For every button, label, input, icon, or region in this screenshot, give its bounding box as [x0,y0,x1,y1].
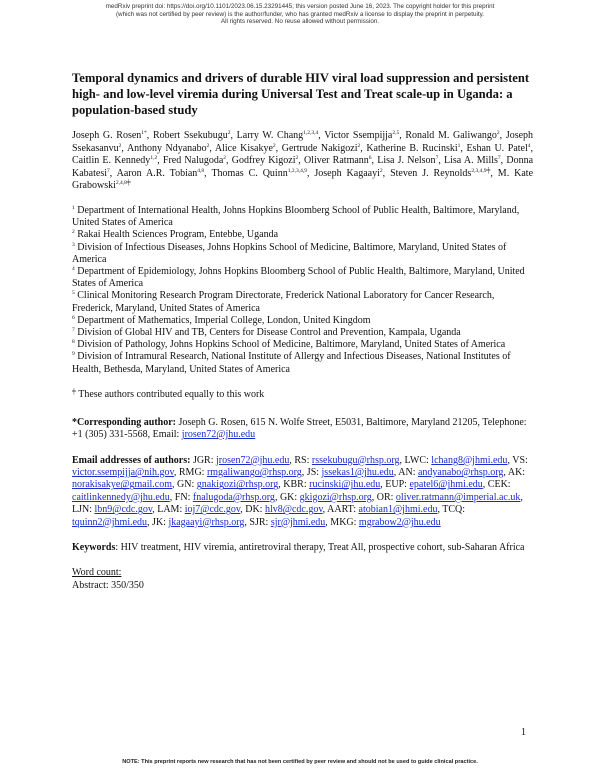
author [232,155,298,166]
author-name: Joseph Ssekasanvu [72,130,534,154]
email-author-initials: TCQ: [442,504,466,516]
author-name: Eshan U. Patel [466,142,528,154]
author-email-link[interactable]: jkagaayi@rhsp.org [168,516,245,528]
author [377,155,438,166]
email-author-initials: AN: [398,467,416,479]
author [405,130,499,141]
header-line-2: (which was not certified by peer review) is the author/funder, who has granted medRxiv a license to display the preprint in perpetuity. [115,10,485,18]
equal-contribution-text: These authors contributed equally to this work [78,388,265,400]
affiliation-text: Department of Epidemiology, Johns Hopkins Bloomberg School of Public Health, Baltimore, Maryland, United States of America [72,265,525,290]
word-count-label: Word count: [72,567,122,579]
author-affiliation-marker: 2 [379,167,383,174]
affiliation-text: Department of Mathematics, Imperial College, London, United Kingdom [77,314,371,326]
author-email-link[interactable]: rssekubugu@rhsp.org [311,454,400,466]
affiliation-number: 7 [72,327,75,333]
author-name: Larry W. Chang [236,130,304,141]
author-email-link[interactable]: mgrabow2@jhu.edu [358,516,441,528]
equal-contribution-note [72,389,533,401]
author [324,130,399,141]
corresponding-author [72,417,533,442]
email-author-initials: GK: [279,491,298,503]
affiliation [72,339,533,351]
word-count-abstract: Abstract: 350/350 [72,579,144,591]
author [304,155,372,166]
author-list: Joseph G. Rosen$^{1*}$, Robert Ssekubugu$^2$, Larry W. Chang$^{1,2,3,4}$, Victor Ssempijja$^{2,5}$, Ronald M. Galiwango$^2$, Joseph Ssekasanvu$^2$, Anthony Ndyanabo$^2$, Alice Kisakye$^2$, Gertrude Nakigozi$^2$, Katherine B. Rucinski$^1$, Eshan U. Patel$^4$, Caitlin E. Kennedy$^{1,2}$, Fred Nalugoda$^2$, Godfrey Kigozi$^2$, Oliver Ratmann$^6$, Lisa J. Nelson$^7$, Lisa A. Mills$^7$, Donna Kabatesi$^7$, Aaron A.R. Tobian$^{4,8}$, Thomas C. Quinn$^{1,2,3,4,9}$, Joseph Kagaayi$^2$, Steven J. Reynolds$^{2,3,4,9╪}$, M. Kate Grabowski$^{2,4,8╪}$ [72,130,534,192]
author-email-link[interactable]: epatel6@jhmi.edu [409,479,483,491]
paper-front-matter [72,70,533,592]
author-email-link[interactable]: norakisakye@gmail.com [72,479,173,491]
affiliation [72,229,533,241]
author-email-list: JGR: jrosen72@jhu.edu, RS: rssekubugu@rhsp.org, LWC: lchang8@jhmi.edu, VS: victor.ssempijja@nih.gov, RMG: rmgaliwango@rhsp.org, JS: jssekas1@jhu.edu, AN: andyanabo@rhsp.org, AK: norakisakye@gmail.com, GN: gnakigozi@rhsp.org, KBR: rucinski@jhu.edu, EUP: epatel6@jhmi.edu, CEK: caitlinkennedy@jhu.edu, FN: fnalugoda@rhsp.org, GK: gkigozi@rhsp.org, OR: oliver.ratmann@imperial.ac.uk, LJN: lbn9@cdc.gov, LAM: ioj7@cdc.gov, DK: hlv8@cdc.gov, AART: atobian1@jhmi.edu, TCQ: tquinn2@jhmi.edu, JK: jkagaayi@rhsp.org, SJR: sjr@jhmi.edu, MKG: mgrabow2@jhu.edu [72,454,528,528]
email-author-initials: JS: [306,467,320,479]
author-name: Robert Ssekubugu [152,130,228,141]
affiliation-text: Rakai Health Sciences Program, Entebbe, Uganda [77,229,279,241]
author-email-link[interactable]: lchang8@jhmi.edu [431,454,508,466]
author-email-link[interactable]: andyanabo@rhsp.org [417,467,504,479]
author-email-link[interactable]: victor.ssempijja@nih.gov [72,467,174,479]
affiliation-number: 6 [72,314,75,321]
author [366,143,460,154]
author [390,168,490,179]
author-affiliation-marker: 2 [227,130,231,136]
preprint-header [0,3,600,26]
affiliation [72,205,533,229]
email-author-initials: VS: [512,454,528,466]
author-affiliation-marker: 1,2,3,4 [303,130,319,136]
email-author-initials: MKG: [330,516,357,528]
author [72,130,147,141]
author-name: Joseph G. Rosen [72,130,142,141]
keywords: Keywords: HIV treatment, HIV viremia, antiretroviral therapy, Treat All, prospective cohort, sub-Saharan Africa [72,542,525,554]
author-affiliation-marker: 2 [295,155,299,162]
affiliation-text: Division of Global HIV and TB, Centers for Disease Control and Prevention, Kampala, Uganda [77,327,461,338]
header-line-1: medRxiv preprint doi: https://doi.org/10.1101/2023.06.15.23291445; this version posted June 16, 2023. The copyright holder for this preprint [105,3,495,10]
affiliation-number: 9 [72,351,75,358]
author-email-link[interactable]: rucinski@jhu.edu [309,479,381,491]
affiliation-number: 3 [72,241,75,248]
author-affiliation-marker: 7 [107,167,110,174]
author-affiliation-marker: 4 [527,142,531,149]
author [314,168,382,179]
email-author-initials: RS: [294,454,310,466]
author-affiliation-marker: 7 [497,155,501,162]
author-name: Donna Kabatesi [72,155,534,179]
author-email-link[interactable]: caitlinkennedy@jhu.edu [72,491,170,503]
author-name: Katherine B. Rucinski [366,142,458,154]
affiliation [72,290,533,314]
author-affiliation-marker: 1* [141,130,147,136]
email-author-initials: SJR: [249,516,269,528]
author [215,143,276,154]
affiliation-list [72,205,533,376]
author-email-link[interactable]: hlv8@cdc.gov [264,504,323,516]
author-affiliation-marker: 2 [357,142,361,149]
author-name: Thomas C. Quinn [211,167,288,179]
author-affiliation-marker: 1 [457,142,461,149]
author [153,130,231,141]
author-name: Caitlin E. Kennedy [72,155,151,167]
affiliation [72,351,533,375]
author-name: Gertrude Nakigozi [281,142,358,154]
affiliation [72,315,533,327]
author-name: Lisa A. Mills [444,155,498,167]
author-affiliation-marker: 2 [118,142,122,149]
author-affiliation-marker: 2 [496,130,500,136]
author-name: Fred Nalugoda [162,155,224,167]
email-author-initials: FN: [174,491,191,503]
author-email-link[interactable]: lbn9@cdc.gov [94,504,153,516]
author-name: Aaron A.R. Tobian [116,167,198,179]
email-author-initials: JGR: [192,454,214,466]
author-name: Ronald M. Galiwango [405,130,497,141]
author-email-link[interactable]: gkigozi@rhsp.org [299,491,372,503]
preprint-footer-note: NOTE: This preprint reports new research that has not been certified by peer review and should not be used to guide clinical practice. [122,759,478,765]
affiliation [72,266,533,290]
email-author-initials: KBR: [283,479,307,491]
header-line-3: All rights reserved. No reuse allowed without permission. [220,18,380,26]
author-affiliation-marker: 2,4,8╪ [115,180,131,187]
author-affiliation-marker: 1,2,3,4,9 [287,167,307,174]
author-name: Godfrey Kigozi [231,155,296,167]
affiliation-number: 2 [72,229,75,236]
author-email-link[interactable]: fnalugoda@rhsp.org [192,491,275,503]
affiliation-text: Clinical Monitoring Research Program Directorate, Frederick National Laboratory for Cancer Research, Frederick, Maryland, United States of America [72,290,495,314]
author-name: Steven J. Reynolds [390,167,472,179]
email-author-initials: JK: [152,516,166,528]
email-author-initials: GN: [177,479,195,491]
author-affiliation-marker: 2,3,4,9╪ [471,167,491,174]
keywords-label: Keywords [72,542,116,554]
affiliation [72,327,533,339]
author [237,130,319,141]
affiliation-number: 1 [72,204,75,211]
affiliation-number: 4 [72,265,75,272]
email-author-initials: LJN: [72,504,92,516]
author-affiliation-marker: 2 [272,142,276,149]
affiliation-text: Division of Intramural Research, National Institute of Allergy and Infectious Diseases, National Institutes of Health, Bethesda, Maryland, United States of America [72,351,511,375]
email-author-initials: LAM: [157,504,183,516]
email-author-initials: RMG: [178,467,205,479]
author-affiliation-marker: 4,8 [197,167,205,174]
word-count [72,567,533,592]
author [444,155,501,166]
author-email-link[interactable]: sjr@jhmi.edu [270,516,326,528]
author-email-link[interactable]: gnakigozi@rhsp.org [196,479,279,491]
author-affiliation-marker: 2 [223,155,227,162]
corresponding-author-text: Joseph G. Rosen, 615 N. Wolfe Street, E5031, Baltimore, Maryland 21205, Telephone: +1 (305) 331-5568, Email: [72,416,527,441]
page-number: 1 [521,727,526,738]
author-name: Oliver Ratmann [303,155,369,167]
email-author-initials: DK: [245,504,263,516]
author [117,168,205,179]
email-author-initials: AK: [507,467,526,479]
affiliation-number: 5 [72,290,75,297]
affiliation-number: 8 [72,339,75,346]
author [72,155,157,166]
affiliation-text: Department of International Health, Johns Hopkins Bloomberg School of Public Health, Baltimore, Maryland, United States of America [72,204,520,229]
author-affiliation-marker: 7 [435,155,439,162]
email-author-initials: EUP: [385,479,407,491]
author-name: Anthony Ndyanabo [126,142,207,154]
author-email-link[interactable]: oliver.ratmann@imperial.ac.uk [395,491,521,503]
email-author-initials: AART: [327,504,357,516]
author-emails-label: Email addresses of authors: [72,454,191,466]
paper-title: Temporal dynamics and drivers of durable HIV viral load suppression and persistent high- and low-level viremia during Universal Test and Treat scale-up in Uganda: a population-based study [72,71,530,117]
author-name: Lisa J. Nelson [377,155,436,167]
author [163,155,226,166]
author-emails [72,455,533,529]
corresponding-author-email[interactable]: jrosen72@jhu.edu [181,429,256,441]
author-email-link[interactable]: jrosen72@jhu.edu [216,454,290,466]
author-affiliation-marker: 6 [368,155,372,162]
affiliation [72,242,533,266]
author-name: M. Kate Grabowski [72,167,534,192]
author [466,143,530,154]
author-affiliation-marker: 2,5 [392,130,400,136]
author-email-link[interactable]: tquinn2@jhmi.edu [72,516,148,528]
keywords-text: HIV treatment, HIV viremia, antiretroviral therapy, Treat All, prospective cohort, sub-Saharan Africa [120,542,525,554]
author-affiliation-marker: 2 [206,142,210,149]
affiliation-text: Division of Pathology, Johns Hopkins School of Medicine, Baltimore, Maryland, United States of America [77,339,506,351]
author-affiliation-marker: 1,2 [150,155,158,162]
equal-contribution-symbol: ╪ [72,388,76,395]
author-name: Alice Kisakye [214,142,273,154]
email-author-initials: OR: [376,491,394,503]
author-email-link[interactable]: rmgaliwango@rhsp.org [206,467,302,479]
author-email-link[interactable]: atobian1@jhmi.edu [358,504,438,516]
affiliation-text: Division of Infectious Diseases, Johns Hopkins School of Medicine, Baltimore, Maryland, United States of America [72,241,507,265]
author-email-link[interactable]: jssekas1@jhu.edu [321,467,394,479]
email-author-initials: LWC: [404,454,429,466]
author-name: Joseph Kagaayi [314,167,380,179]
author-email-link[interactable]: ioj7@cdc.gov [184,504,241,516]
author [211,168,307,179]
author [127,143,209,154]
author [282,143,361,154]
corresponding-author-label: *Corresponding author: [72,416,176,428]
author-name: Victor Ssempijja [324,130,393,141]
email-author-initials: CEK: [487,479,511,491]
